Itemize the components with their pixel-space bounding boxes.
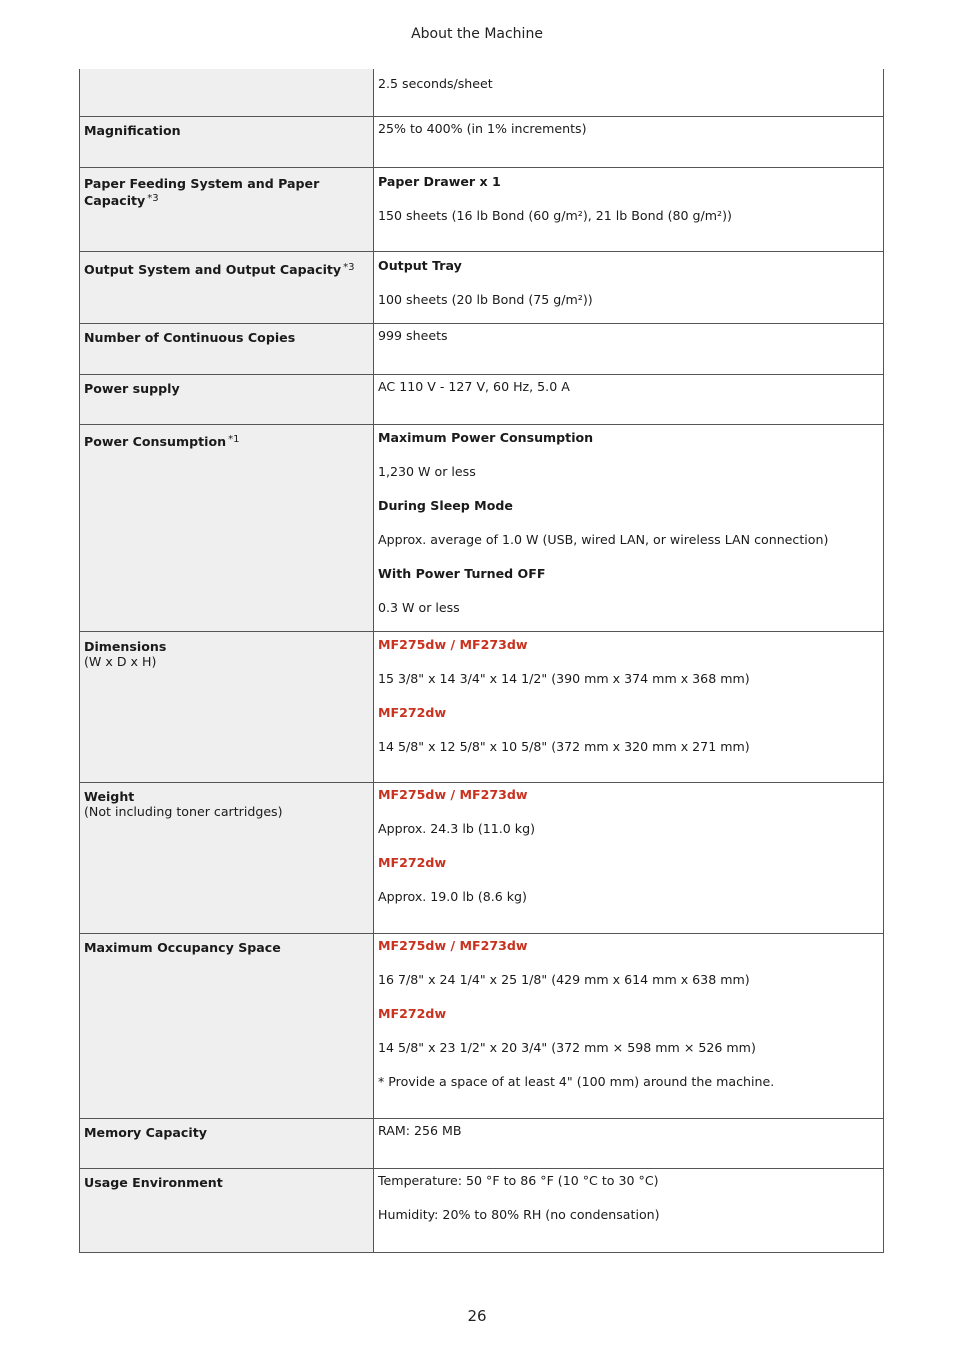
spec-row: [80, 374, 884, 424]
spec-row: [80, 116, 884, 167]
model-name: MF272dw: [378, 704, 447, 720]
footnote-marker: *3: [147, 192, 159, 204]
spec-label: Paper Feeding System and Paper Capacity: [84, 175, 320, 208]
spec-label: Maximum Occupancy Space: [84, 939, 281, 955]
spec-value: Approx. 19.0 lb (8.6 kg): [378, 888, 527, 904]
spec-value: * Provide a space of at least 4" (100 mm) around the machine.: [378, 1073, 775, 1089]
spec-row: [80, 1168, 884, 1252]
spec-label: Output System and Output Capacity: [84, 261, 342, 277]
spec-value: 999 sheets: [378, 327, 448, 343]
spec-row: [80, 323, 884, 374]
spec-row: [80, 167, 884, 251]
spec-label: Power supply: [84, 380, 180, 396]
spec-value-cell: [374, 251, 884, 323]
spec-label: Dimensions: [84, 638, 167, 654]
spec-value: 0.3 W or less: [378, 599, 460, 615]
spec-row: [80, 631, 884, 782]
specifications-table: [79, 69, 884, 1253]
spec-label-cell: [80, 631, 374, 782]
spec-value: RAM: 256 MB: [378, 1122, 462, 1138]
spec-row: [80, 782, 884, 933]
spec-label-note: (Not including toner cartridges): [84, 803, 283, 819]
spec-value-cell: [374, 1118, 884, 1168]
spec-value-cell: [374, 323, 884, 374]
page-number: 26: [467, 1307, 487, 1325]
spec-value-cell: [374, 116, 884, 167]
spec-value: AC 110 V - 127 V, 60 Hz, 5.0 A: [378, 378, 570, 394]
spec-row: [80, 69, 884, 116]
spec-label-cell: [80, 1168, 374, 1252]
footnote-marker: *3: [343, 261, 355, 273]
spec-value: 150 sheets (16 lb Bond (60 g/m²), 21 lb Bond (80 g/m²)): [378, 207, 732, 223]
spec-value: 2.5 seconds/sheet: [378, 76, 493, 91]
spec-value-cell: [374, 631, 884, 782]
spec-row: [80, 251, 884, 323]
model-name: MF275dw / MF273dw: [378, 636, 528, 652]
spec-subheading: Output Tray: [378, 257, 462, 273]
model-name: MF272dw: [378, 1005, 447, 1021]
spec-value: 25% to 400% (in 1% increments): [378, 120, 587, 136]
spec-value: 16 7/8" x 24 1/4" x 25 1/8" (429 mm x 614 mm x 638 mm): [378, 971, 750, 987]
spec-label: Memory Capacity: [84, 1124, 207, 1140]
model-name: MF272dw: [378, 854, 447, 870]
spec-subheading: With Power Turned OFF: [378, 565, 546, 581]
footnote-marker: *1: [228, 433, 240, 445]
spec-label: Power Consumption: [84, 433, 227, 449]
spec-subheading: During Sleep Mode: [378, 497, 513, 513]
spec-label-cell: [80, 782, 374, 933]
spec-value-cell: [374, 69, 884, 116]
spec-value: Approx. 24.3 lb (11.0 kg): [378, 820, 535, 836]
spec-value: 15 3/8" x 14 3/4" x 14 1/2" (390 mm x 374 mm x 368 mm): [378, 670, 750, 686]
spec-label-note: (W x D x H): [84, 653, 157, 669]
spec-label: Weight: [84, 788, 135, 804]
spec-label-cell: [80, 116, 374, 167]
page-header-title: About the Machine: [411, 26, 543, 42]
spec-row: [80, 1118, 884, 1168]
spec-value: 14 5/8" x 23 1/2" x 20 3/4" (372 mm × 598 mm × 526 mm): [378, 1039, 756, 1055]
spec-row: [80, 933, 884, 1118]
spec-value-cell: [374, 167, 884, 251]
spec-value: 100 sheets (20 lb Bond (75 g/m²)): [378, 291, 593, 307]
spec-label-cell: [80, 1118, 374, 1168]
spec-subheading: Maximum Power Consumption: [378, 429, 594, 445]
spec-value-cell: [374, 782, 884, 933]
spec-row: [80, 424, 884, 631]
model-name: MF275dw / MF273dw: [378, 937, 528, 953]
model-name: MF275dw / MF273dw: [378, 786, 528, 802]
spec-value-cell: [374, 1168, 884, 1252]
spec-value: 1,230 W or less: [378, 463, 476, 479]
spec-label-cell: [80, 251, 374, 323]
spec-label-cell: [80, 374, 374, 424]
spec-label: Usage Environment: [84, 1174, 223, 1190]
spec-value: 14 5/8" x 12 5/8" x 10 5/8" (372 mm x 320 mm x 271 mm): [378, 738, 750, 754]
spec-value-cell: [374, 424, 884, 631]
spec-label: Magnification: [84, 122, 181, 138]
spec-label-cell: [80, 167, 374, 251]
spec-value: Humidity: 20% to 80% RH (no condensation): [378, 1206, 660, 1222]
spec-value: Approx. average of 1.0 W (USB, wired LAN, or wireless LAN connection): [378, 531, 829, 547]
spec-label-cell: [80, 424, 374, 631]
spec-label-cell: [80, 69, 374, 116]
spec-value: Temperature: 50 °F to 86 °F (10 °C to 30 °C): [378, 1172, 659, 1188]
spec-subheading: Paper Drawer x 1: [378, 173, 501, 189]
spec-value-cell: [374, 374, 884, 424]
spec-label-cell: [80, 933, 374, 1118]
spec-label: Number of Continuous Copies: [84, 329, 296, 345]
spec-value-cell: [374, 933, 884, 1118]
spec-label-cell: [80, 323, 374, 374]
